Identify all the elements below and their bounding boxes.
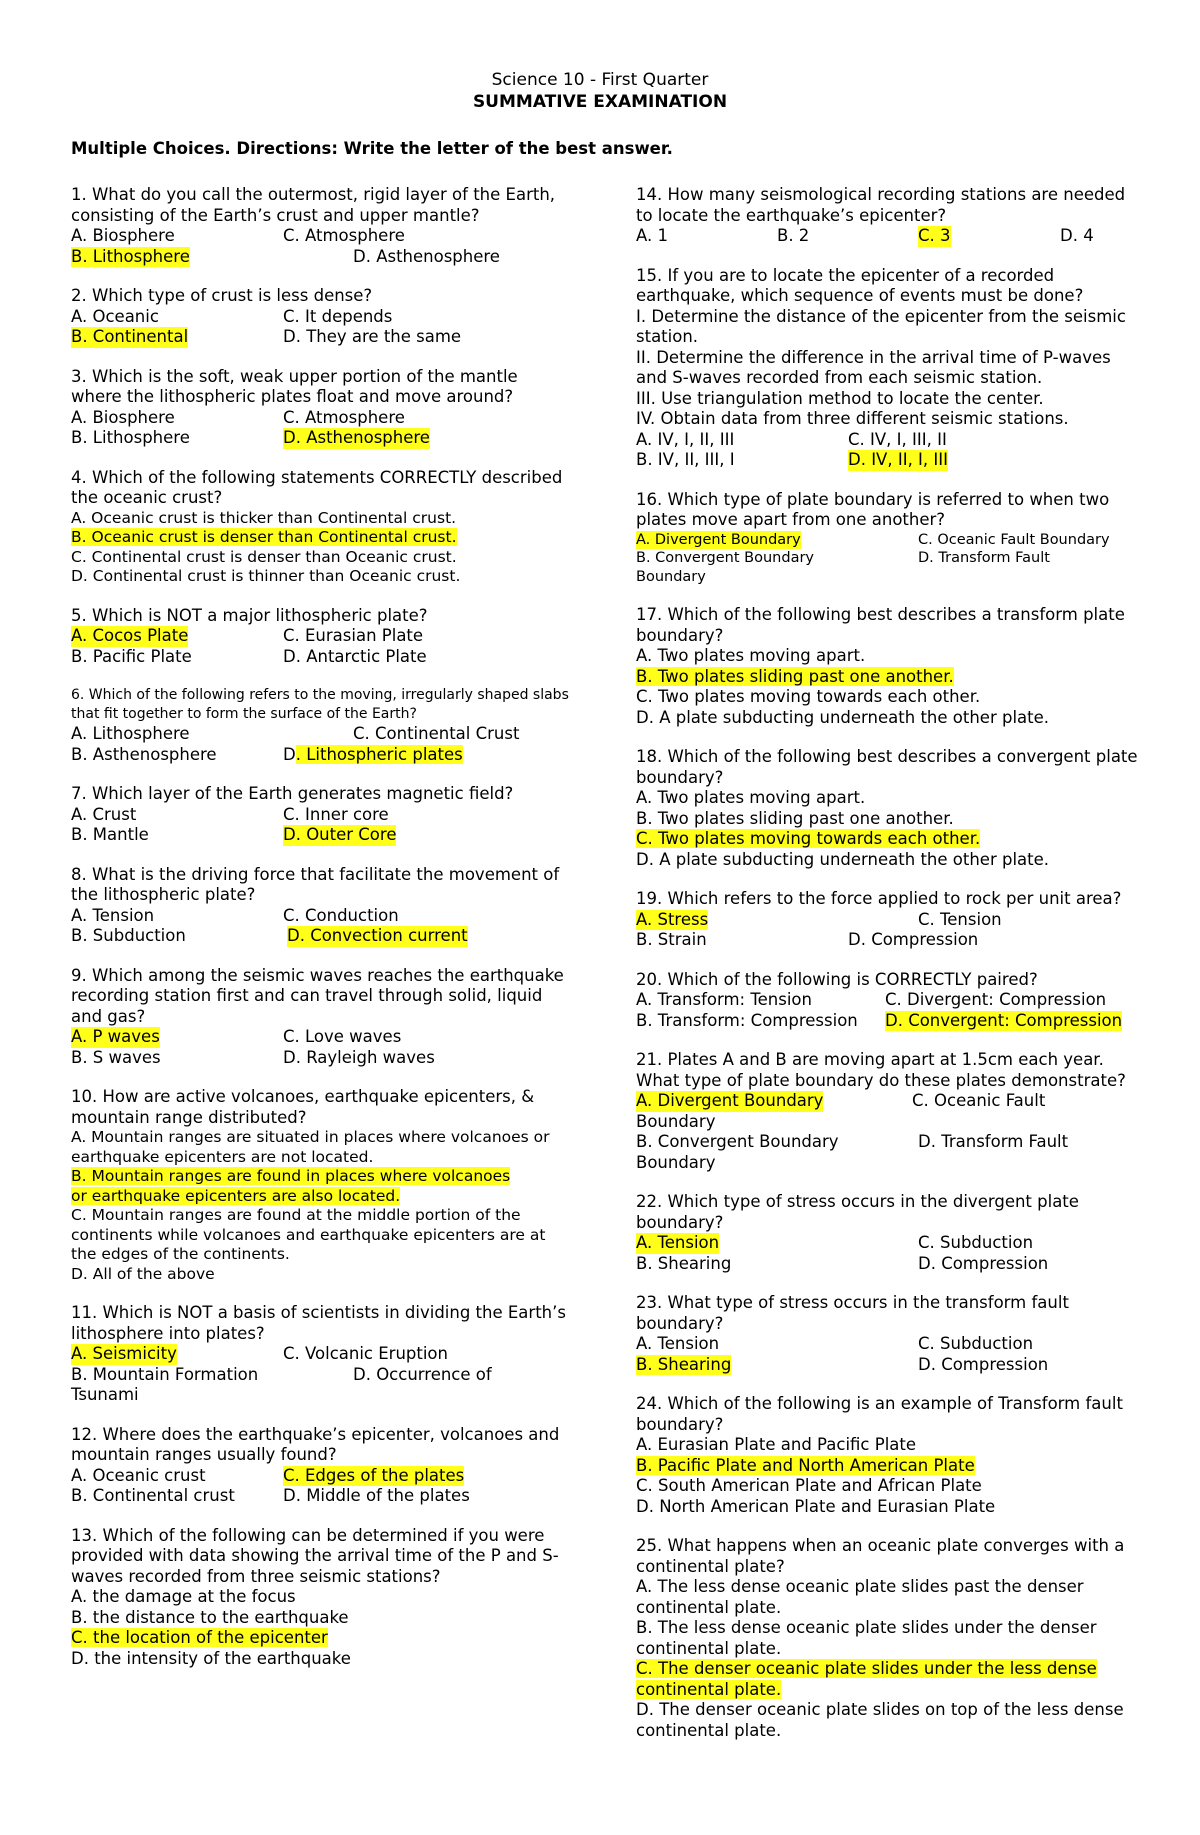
choice-b: B. Strain (636, 930, 707, 949)
choice-c: C. Inner core (283, 804, 389, 824)
choice-a-continued: Boundary (636, 1111, 716, 1131)
step-i: I. Determine the distance of the epicenter from the seismic station. (636, 306, 1126, 346)
choice-d: D. Occurrence of (353, 1364, 492, 1384)
choice-a: A. Transform: Tension (636, 990, 812, 1009)
choice-a: A. Mountain ranges are situated in places where volcanoes or earthquake epicenters are not located. (71, 1128, 550, 1166)
question-4 (71, 468, 571, 587)
choice-a-answer: A. Seismicity (71, 1344, 177, 1363)
choice-b: B. Lithosphere (71, 428, 190, 447)
course-title: Science 10 - First Quarter (491, 70, 709, 90)
question-21 (636, 1050, 1146, 1173)
choice-d-letter: D (283, 744, 296, 764)
choice-b: B. Two plates sliding past one another. (636, 808, 954, 828)
choice-d: D. They are the same (283, 327, 462, 346)
question-11 (71, 1303, 571, 1406)
choice-c: C. Atmosphere (283, 407, 405, 427)
choice-a-answer: A. Cocos Plate (71, 626, 189, 645)
choice-a: A. The less dense oceanic plate slides past the denser continental plate. (636, 1577, 1084, 1617)
choice-c: C. Tension (918, 909, 1002, 929)
choice-b: B. Mountain Formation (71, 1364, 259, 1384)
question-stem: 16. Which type of plate boundary is referred to when two plates move apart from one another? (636, 489, 1110, 529)
question-stem: 1. What do you call the outermost, rigid layer of the Earth, consisting of the Earth’s crust and upper mantle? (71, 185, 556, 225)
choice-b: B. Shearing (636, 1253, 732, 1273)
choice-b: B. Subduction (71, 926, 186, 945)
choice-d: D. Transform Fault (918, 550, 1050, 566)
question-stem: 6. Which of the following refers to the moving, irregularly shaped slabs that fit together to form the surface of the Earth? (71, 687, 569, 722)
step-ii: II. Determine the difference in the arrival time of P-waves and S-waves recorded from each seismic station. (636, 347, 1111, 387)
question-stem: 23. What type of stress occurs in the transform fault boundary? (636, 1293, 1069, 1333)
choice-b-answer-line2: or earthquake epicenters are also located. (71, 1186, 401, 1205)
choice-b: B. The less dense oceanic plate slides under the denser continental plate. (636, 1618, 1097, 1658)
choice-c: C. Oceanic Fault Boundary (918, 531, 1110, 548)
exam-title: SUMMATIVE EXAMINATION (472, 92, 728, 112)
choice-d: D. Transform Fault (918, 1132, 1069, 1151)
choice-b: B. Transform: Compression (636, 1010, 858, 1030)
choice-d-continued: Tsunami (71, 1385, 139, 1404)
choice-a: A. Biosphere (71, 226, 175, 245)
choice-c-answer: C. Edges of the plates (283, 1465, 465, 1485)
choice-c-answer: C. Two plates moving towards each other. (636, 829, 981, 848)
question-12 (71, 1425, 571, 1507)
question-3 (71, 367, 571, 449)
choice-d: D. Antarctic Plate (283, 646, 427, 666)
question-8 (71, 865, 571, 947)
choice-d: D. All of the above (71, 1264, 215, 1283)
choice-b: B. Mantle (71, 825, 149, 844)
choice-b-answer: B. Pacific Plate and North American Plate (636, 1455, 975, 1475)
choice-c: C. Conduction (283, 905, 399, 925)
choice-d-answer: D. Convergent: Compression (885, 1010, 1123, 1030)
choice-b: B. 2 (777, 226, 810, 245)
right-column (636, 185, 1146, 1760)
choice-b-answer: B. Oceanic crust is denser than Continental crust. (71, 528, 457, 546)
choice-c: C. Continental crust is denser than Oceanic crust. (71, 547, 457, 566)
choice-d-answer: D. Asthenosphere (283, 428, 430, 447)
choice-c: C. IV, I, III, II (848, 429, 947, 449)
directions: Multiple Choices. Directions: Write the letter of the best answer. (71, 139, 673, 158)
question-18 (636, 747, 1146, 870)
choice-b: B. Convergent Boundary (636, 1132, 839, 1151)
question-5 (71, 606, 571, 668)
choice-d: D. Compression (918, 1354, 1049, 1374)
choice-d-answer: D. IV, II, I, III (848, 450, 949, 469)
choice-a: A. IV, I, II, III (636, 429, 735, 449)
question-16 (636, 490, 1146, 587)
choice-a: A. Oceanic (71, 306, 159, 326)
choice-b: B. Asthenosphere (71, 744, 217, 764)
question-stem: 4. Which of the following statements CORRECTLY described the oceanic crust? (71, 467, 563, 507)
question-stem: 8. What is the driving force that facilitate the movement of the lithospheric plate? (71, 864, 560, 904)
choice-d: D. Asthenosphere (353, 246, 500, 266)
choice-d-answer: D. Convection current (287, 926, 468, 945)
choice-b: B. Pacific Plate (71, 646, 192, 666)
question-20 (636, 970, 1146, 1032)
step-iii: III. Use triangulation method to locate the center. (636, 388, 1044, 408)
choice-b-continued: Boundary (636, 1152, 716, 1172)
choice-c: C. Two plates moving towards each other. (636, 687, 981, 706)
choice-c: C. South American Plate and African Plate (636, 1476, 982, 1495)
question-stem: 11. Which is NOT a basis of scientists in dividing the Earth’s lithosphere into plates? (71, 1303, 566, 1343)
question-stem: 13. Which of the following can be determined if you were provided with data showing the arrival time of the P and S-waves recorded from three seismic stations? (71, 1525, 559, 1586)
question-19 (636, 889, 1146, 951)
choice-c-answer-line1: C. The denser oceanic plate slides under the less dense (636, 1659, 1097, 1678)
choice-b: B. Convergent Boundary (636, 550, 815, 566)
choice-b-answer: B. Continental (71, 327, 189, 346)
question-stem: 2. Which type of crust is less dense? (71, 286, 373, 305)
question-24 (636, 1394, 1146, 1517)
question-13 (71, 1526, 571, 1670)
choice-d: D. Rayleigh waves (283, 1047, 435, 1067)
question-17 (636, 605, 1146, 728)
question-stem: 21. Plates A and B are moving apart at 1.5cm each year. What type of plate boundary do these plates demonstrate? (636, 1050, 1126, 1090)
choice-d: D. the intensity of the earthquake (71, 1648, 351, 1668)
question-9 (71, 966, 571, 1069)
choice-a: A. Two plates moving apart. (636, 788, 866, 807)
choice-a-answer: A. Stress (636, 909, 709, 929)
choice-b-answer: B. Lithosphere (71, 246, 190, 266)
choice-d: D. 4 (1060, 226, 1094, 245)
choice-b-answer: B. Two plates sliding past one another. (636, 666, 954, 686)
choice-d-continued: Boundary (636, 568, 706, 585)
choice-c: C. Subduction (918, 1334, 1034, 1353)
choice-d: D. A plate subducting underneath the other plate. (636, 707, 1050, 727)
choice-c-answer: C. 3 (918, 226, 951, 245)
choice-c-answer-line2: continental plate. (636, 1679, 782, 1699)
question-stem: 7. Which layer of the Earth generates magnetic field? (71, 784, 514, 803)
choice-d: D. Middle of the plates (283, 1486, 470, 1505)
question-10 (71, 1087, 571, 1284)
choice-c: C. Atmosphere (283, 226, 405, 245)
left-column (71, 185, 571, 1688)
choice-a: A. Crust (71, 804, 137, 824)
choice-b: B. the distance to the earthquake (71, 1607, 349, 1627)
choice-d: D. North American Plate and Eurasian Plate (636, 1496, 996, 1516)
choice-a-answer: A. Tension (636, 1233, 720, 1252)
choice-a-answer: A. Divergent Boundary (636, 531, 801, 548)
question-stem: 17. Which of the following best describes a transform plate boundary? (636, 605, 1125, 645)
question-stem: 25. What happens when an oceanic plate converges with a continental plate? (636, 1536, 1125, 1576)
question-stem: 14. How many seismological recording stations are needed to locate the earthquake’s epicenter? (636, 185, 1126, 225)
choice-b-answer: B. Shearing (636, 1354, 732, 1374)
choice-a: A. the damage at the focus (71, 1587, 296, 1606)
choice-d-answer: D. Outer Core (283, 825, 397, 844)
question-7 (71, 784, 571, 846)
question-stem: 20. Which of the following is CORRECTLY paired? (636, 969, 1038, 989)
question-stem: 10. How are active volcanoes, earthquake epicenters, & mountain range distributed? (71, 1087, 535, 1127)
choice-a: A. Oceanic crust (71, 1465, 206, 1485)
choice-c: C. It depends (283, 306, 393, 326)
choice-a: A. Eurasian Plate and Pacific Plate (636, 1435, 917, 1454)
question-stem: 22. Which type of stress occurs in the divergent plate boundary? (636, 1192, 1079, 1232)
question-stem: 3. Which is the soft, weak upper portion of the mantle where the lithospheric plates float and move around? (71, 366, 518, 406)
choice-c: C. Mountain ranges are found at the middle portion of the continents while volcanoes and earthquake epicenters are at the edges of the continents. (71, 1206, 546, 1263)
choice-a: A. Oceanic crust is thicker than Continental crust. (71, 508, 457, 527)
choice-c: C. Subduction (918, 1233, 1034, 1252)
question-2 (71, 286, 571, 348)
question-stem: 24. Which of the following is an example of Transform fault boundary? (636, 1394, 1123, 1434)
question-stem: 15. If you are to locate the epicenter of a recorded earthquake, which sequence of events must be done? (636, 265, 1084, 305)
choice-a-answer: A. Divergent Boundary (636, 1091, 824, 1110)
choice-d: D. A plate subducting underneath the other plate. (636, 849, 1050, 869)
choice-a: A. Tension (71, 905, 155, 925)
choice-a: A. Tension (636, 1334, 720, 1353)
choice-c: C. Divergent: Compression (885, 990, 1107, 1009)
choice-c: C. Continental Crust (353, 724, 520, 743)
question-22 (636, 1192, 1146, 1274)
choice-d-answer: . Lithospheric plates (295, 744, 463, 764)
question-stem: 18. Which of the following best describes a convergent plate boundary? (636, 747, 1138, 787)
choice-c-answer: C. the location of the epicenter (71, 1628, 328, 1647)
choice-d: D. Compression (918, 1253, 1049, 1273)
choice-b: B. S waves (71, 1047, 161, 1067)
choice-c: C. Love waves (283, 1027, 402, 1046)
choice-b: B. IV, II, III, I (636, 450, 735, 469)
choice-a: A. Biosphere (71, 407, 175, 427)
question-1 (71, 185, 571, 267)
question-23 (636, 1293, 1146, 1375)
choice-a-answer: A. P waves (71, 1027, 160, 1046)
choice-b-answer-line1: B. Mountain ranges are found in places where volcanoes (71, 1167, 511, 1185)
choice-c: C. Oceanic Fault (912, 1091, 1046, 1110)
question-6 (71, 686, 571, 765)
step-iv: IV. Obtain data from three different seismic stations. (636, 409, 1069, 428)
question-stem: 19. Which refers to the force applied to rock per unit area? (636, 889, 1122, 908)
question-15 (636, 266, 1146, 471)
choice-a: A. Lithosphere (71, 724, 190, 743)
question-14 (636, 185, 1146, 247)
choice-d: D. The denser oceanic plate slides on top of the less dense continental plate. (636, 1700, 1124, 1740)
question-stem: 12. Where does the earthquake’s epicenter, volcanoes and mountain ranges usually found? (71, 1424, 560, 1464)
question-stem: 5. Which is NOT a major lithospheric plate? (71, 605, 428, 625)
choice-c: C. Volcanic Eruption (283, 1344, 448, 1363)
question-stem: 9. Which among the seismic waves reaches the earthquake recording station first and can travel through solid, liquid and gas? (71, 965, 564, 1026)
choice-c: C. Eurasian Plate (283, 626, 424, 645)
choice-a: A. Two plates moving apart. (636, 646, 866, 665)
choice-a: A. 1 (636, 226, 668, 245)
choice-b: B. Continental crust (71, 1486, 235, 1505)
question-25 (636, 1536, 1146, 1741)
choice-d: D. Continental crust is thinner than Oceanic crust. (71, 567, 461, 585)
choice-d: D. Compression (848, 930, 979, 949)
